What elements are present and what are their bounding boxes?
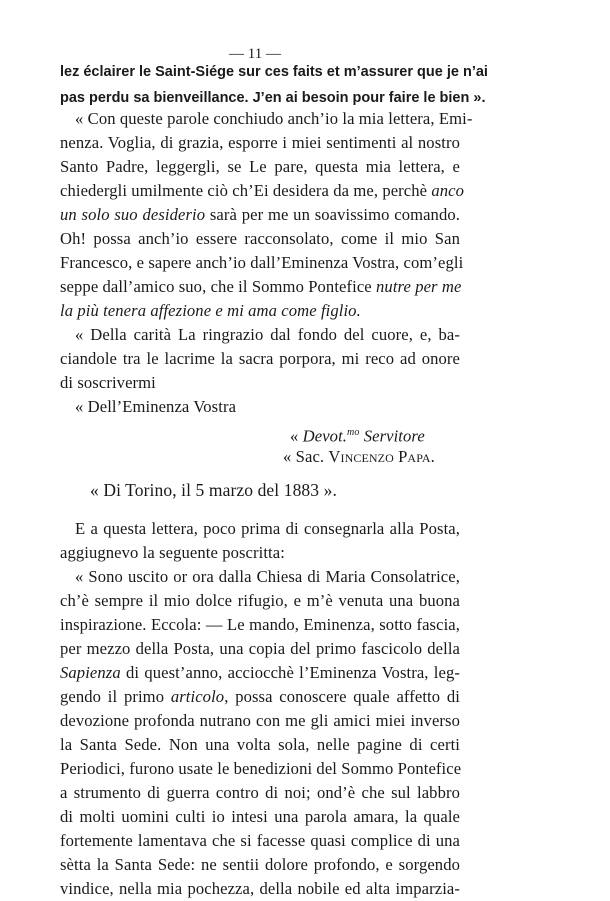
text-line — [60, 661, 460, 685]
italic-run: un solo suo desiderio — [60, 205, 206, 224]
text-run: « Sac. — [283, 447, 329, 466]
text-line: la Santa Sede. Non una volta sola, nelle pagine di certi — [60, 735, 460, 754]
text-line: E a questa lettera, poco prima di consegnarla alla Posta, — [75, 519, 460, 538]
italic-run: Sapienza — [60, 663, 121, 682]
closing-servant — [290, 421, 425, 445]
salutation: « Dell’Eminenza Vostra — [75, 397, 237, 416]
text-run: , possa conoscere quale affetto di — [224, 687, 461, 706]
italic-run: Devot. — [302, 426, 348, 446]
author-name: Vincenzo Papa. — [328, 447, 435, 466]
text-line — [60, 685, 460, 709]
italic-run: nutre per me — [376, 277, 462, 296]
text-line: devozione profonda nutrano con me gli amici miei inverso — [60, 711, 460, 730]
text-run: sarà per me un soavissimo comando. — [209, 205, 460, 224]
text-line: a strumento di guerra contro di noi; ond’è che sul labbro — [60, 783, 460, 802]
page-number: — 11 — — [229, 46, 281, 62]
text-line: lez éclairer le Saint-Siége sur ces faits et m’assurer que je n’ai — [60, 64, 488, 80]
text-line: fortemente lamentava che si facesse quasi complice di una — [60, 831, 460, 850]
text-line: ch’è sempre il mio dolce rifugio, e m’è venuta una buona — [60, 591, 460, 610]
superscript: mo — [347, 427, 360, 438]
text-line: inspirazione. Eccola: — Le mando, Eminenza, sotto fascia, — [60, 615, 460, 634]
text-line: pas perdu sa bienveillance. J’en ai besoin pour faire le bien ». — [60, 90, 486, 106]
text-run: « — [290, 426, 303, 446]
text-line — [60, 275, 460, 299]
text-run: seppe dall’amico suo, che il Sommo Pontefice — [60, 277, 372, 296]
text-line: Oh! possa anch’io essere racconsolato, come il mio San — [60, 229, 460, 248]
dateline: « Di Torino, il 5 marzo del 1883 ». — [90, 480, 337, 500]
text-line — [60, 299, 460, 323]
text-line — [60, 203, 460, 227]
text-run: chiedergli umilmente ciò ch’Ei desidera da me, perchè — [60, 181, 428, 200]
text-line: di soscrivermi — [60, 373, 156, 392]
text-line: vindice, nella mia pochezza, della nobile ed alta imparzia- — [60, 879, 460, 898]
text-line: sètta la Santa Sede: ne sentii dolore profondo, e sorgendo — [60, 855, 460, 874]
text-line: Periodici, furono usate le benedizioni del Sommo Pontefice — [60, 759, 462, 778]
text-line: « Della carità La ringrazio dal fondo del cuore, e, ba- — [75, 325, 460, 344]
italic-run: la più tenera affezione e mi ama come figlio. — [60, 301, 361, 320]
text-line — [60, 179, 465, 203]
text-run: gendo il primo — [60, 687, 171, 706]
text-line: nenza. Voglia, di grazia, esporre i miei sentimenti al nostro — [60, 133, 460, 152]
italic-run: anco — [431, 181, 465, 200]
text-run: di quest’anno, acciocchè l’Eminenza Vostra, leg- — [120, 663, 460, 682]
text-line: per mezzo della Posta, una copia del primo fascicolo della — [60, 639, 460, 658]
text-line: « Con queste parole conchiudo anch’io la mia lettera, Emi- — [75, 109, 473, 128]
italic-run: articolo — [170, 687, 225, 706]
signature — [283, 445, 435, 469]
text-line: Francesco, e sapere anch’io dall’Eminenza Vostra, com’egli — [60, 253, 464, 272]
text-line: « Sono uscito or ora dalla Chiesa di Maria Consolatrice, — [75, 567, 460, 586]
text-line: ciandole tra le lacrime la sacra porpora, mi reco ad onore — [60, 349, 460, 368]
text-line: Santo Padre, leggergli, se Le pare, questa mia lettera, e — [60, 157, 460, 176]
text-line: aggiugnevo la seguente poscritta: — [60, 543, 285, 562]
italic-run: Servitore — [359, 426, 425, 446]
text-line: di molti uomini culti io intesi una parola amara, la quale — [60, 807, 460, 826]
